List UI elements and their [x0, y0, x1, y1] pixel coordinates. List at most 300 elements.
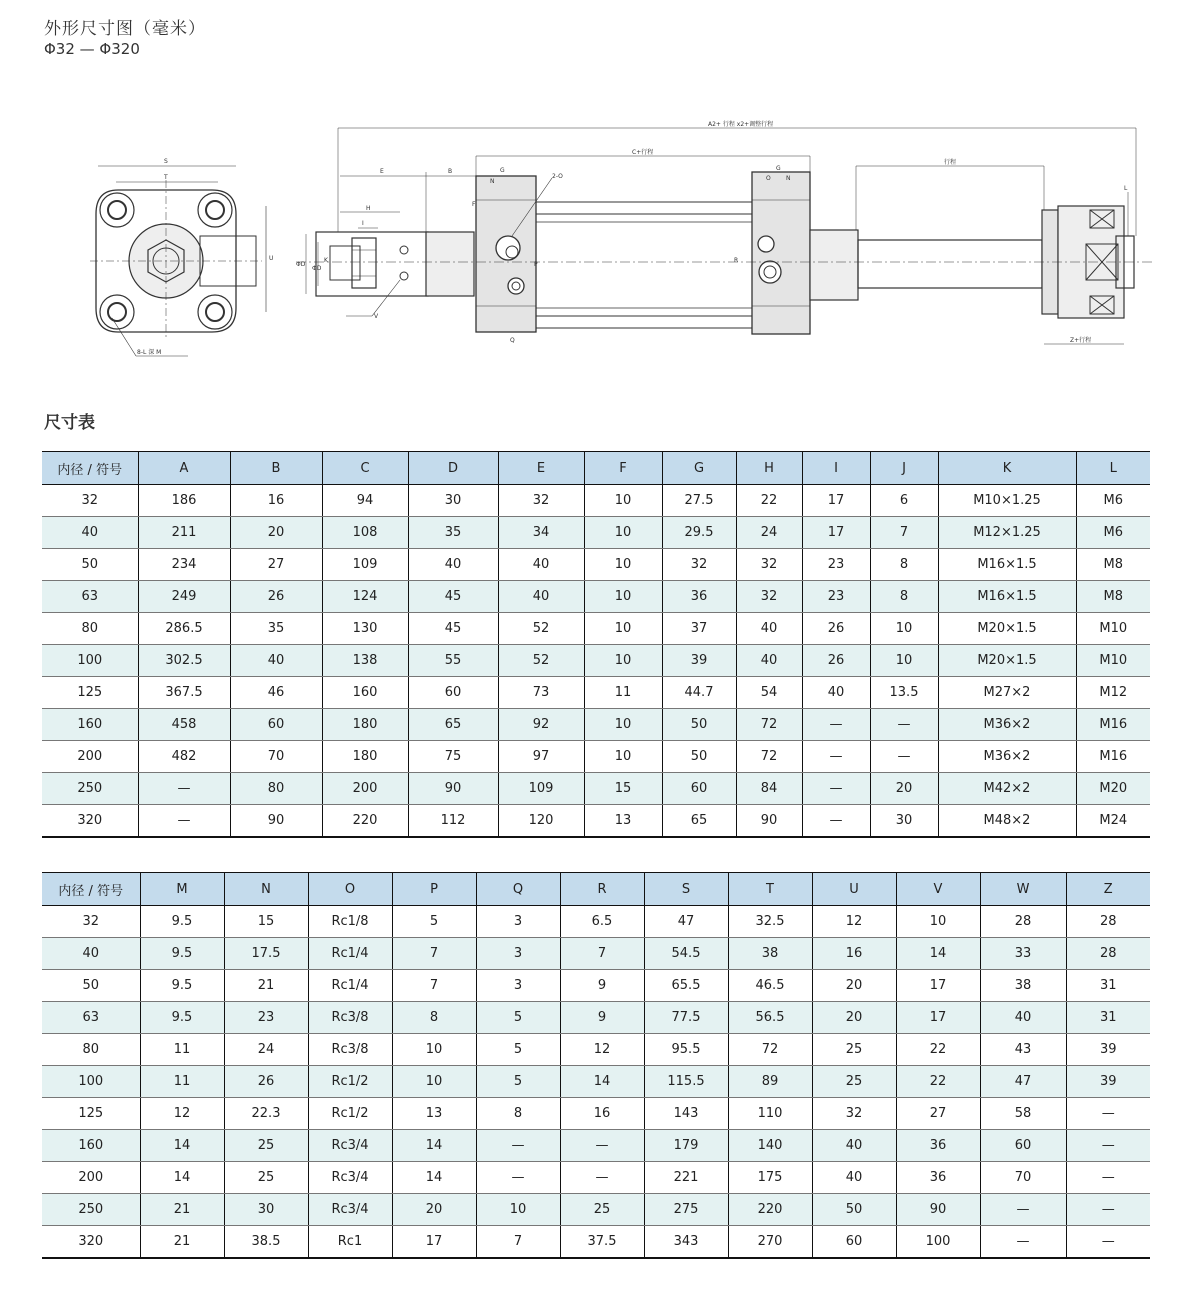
dim-label-h: H — [366, 205, 371, 212]
table-cell: 17 — [896, 970, 980, 1002]
table-cell: Rc3/8 — [308, 1034, 392, 1066]
table-cell: 32 — [736, 549, 802, 581]
table-row — [42, 613, 1150, 645]
table-cell: 10 — [584, 709, 662, 741]
column-header: R — [560, 873, 644, 906]
dim-label-p: P — [534, 261, 538, 268]
table-cell: 40 — [498, 549, 584, 581]
column-header: G — [662, 452, 736, 485]
table-cell: 10 — [392, 1066, 476, 1098]
table-cell: 8 — [476, 1098, 560, 1130]
dim-label-s: S — [164, 158, 168, 165]
table-cell: 6 — [870, 485, 938, 517]
table-cell: 27.5 — [662, 485, 736, 517]
table-cell: 15 — [584, 773, 662, 805]
table-cell: 73 — [498, 677, 584, 709]
table-cell: 5 — [392, 906, 476, 938]
table-cell: 186 — [138, 485, 230, 517]
table-row — [42, 970, 1150, 1002]
table-cell: 12 — [812, 906, 896, 938]
table-cell: 65.5 — [644, 970, 728, 1002]
table-cell: — — [1066, 1194, 1150, 1226]
column-header: L — [1076, 452, 1150, 485]
column-header: H — [736, 452, 802, 485]
table-cell: 8 — [870, 581, 938, 613]
dim-label-k: K — [324, 257, 328, 264]
table-row — [42, 1002, 1150, 1034]
table-cell: 20 — [870, 773, 938, 805]
table-cell: 37.5 — [560, 1226, 644, 1259]
table-cell: 70 — [980, 1162, 1066, 1194]
table-cell: 16 — [230, 485, 322, 517]
table-cell: 34 — [498, 517, 584, 549]
table-cell: 17 — [802, 517, 870, 549]
table-cell: M27×2 — [938, 677, 1076, 709]
table-cell: 124 — [322, 581, 408, 613]
table-cell: M10 — [1076, 645, 1150, 677]
dim-label-d1: ΦD — [296, 261, 306, 268]
dim-label-b: B — [448, 168, 453, 175]
table-cell: M36×2 — [938, 709, 1076, 741]
table-cell: 130 — [322, 613, 408, 645]
table-cell: — — [1066, 1098, 1150, 1130]
bore-cell: 32 — [42, 485, 138, 517]
table-cell: 47 — [980, 1066, 1066, 1098]
table-cell: 58 — [980, 1098, 1066, 1130]
table-cell: 343 — [644, 1226, 728, 1259]
table-cell: 100 — [896, 1226, 980, 1259]
table-cell: 32 — [662, 549, 736, 581]
dim-label-f: F — [472, 201, 476, 208]
table-cell: 54.5 — [644, 938, 728, 970]
table-cell: 31 — [1066, 970, 1150, 1002]
dim-label-u: U — [269, 255, 274, 262]
table-cell: 302.5 — [138, 645, 230, 677]
table-row — [42, 549, 1150, 581]
table-row — [42, 1226, 1150, 1259]
table-cell: 26 — [802, 613, 870, 645]
bore-cell: 125 — [42, 677, 138, 709]
table-cell: 458 — [138, 709, 230, 741]
table-row — [42, 1066, 1150, 1098]
table-cell: 10 — [584, 485, 662, 517]
bore-cell: 40 — [42, 517, 138, 549]
table-cell: 50 — [662, 709, 736, 741]
table-cell: 44.7 — [662, 677, 736, 709]
table-cell: 9 — [560, 970, 644, 1002]
table-header-row — [42, 452, 1150, 485]
dim-label-t: T — [164, 174, 168, 181]
table-row — [42, 517, 1150, 549]
table-cell: Rc1/2 — [308, 1098, 392, 1130]
bore-cell: 40 — [42, 938, 140, 970]
table-cell: 10 — [584, 517, 662, 549]
table-cell: 200 — [322, 773, 408, 805]
table-cell: 7 — [476, 1226, 560, 1259]
table-cell: 110 — [728, 1098, 812, 1130]
bore-cell: 50 — [42, 549, 138, 581]
table-cell: Rc1/4 — [308, 938, 392, 970]
table-row — [42, 1098, 1150, 1130]
table-cell: 28 — [980, 906, 1066, 938]
table-cell: 80 — [230, 773, 322, 805]
table-cell: 17 — [802, 485, 870, 517]
table-cell: 11 — [584, 677, 662, 709]
table-cell: 20 — [812, 970, 896, 1002]
dim-label-g-rear: G — [776, 165, 781, 172]
table-cell: 10 — [870, 613, 938, 645]
table-cell: 70 — [230, 741, 322, 773]
table-cell: 180 — [322, 709, 408, 741]
table-cell: 22 — [736, 485, 802, 517]
table-cell: 43 — [980, 1034, 1066, 1066]
table-cell: 14 — [140, 1162, 224, 1194]
table-cell: 38 — [980, 970, 1066, 1002]
table-cell: — — [980, 1226, 1066, 1259]
column-header: Z — [1066, 873, 1150, 906]
table-row — [42, 709, 1150, 741]
table-cell: 220 — [728, 1194, 812, 1226]
column-header: D — [408, 452, 498, 485]
table-cell: 26 — [802, 645, 870, 677]
table-cell: 40 — [408, 549, 498, 581]
bore-cell: 80 — [42, 1034, 140, 1066]
table-row — [42, 1162, 1150, 1194]
column-header: P — [392, 873, 476, 906]
table-cell: 9 — [560, 1002, 644, 1034]
table-cell: 23 — [224, 1002, 308, 1034]
table-cell: Rc3/4 — [308, 1194, 392, 1226]
table-cell: 45 — [408, 581, 498, 613]
bore-cell: 160 — [42, 1130, 140, 1162]
column-header: A — [138, 452, 230, 485]
table-row — [42, 1130, 1150, 1162]
table-cell: 108 — [322, 517, 408, 549]
table-cell: — — [980, 1194, 1066, 1226]
column-header: K — [938, 452, 1076, 485]
table-cell: — — [870, 741, 938, 773]
table-cell: 143 — [644, 1098, 728, 1130]
table-cell: 40 — [802, 677, 870, 709]
table-cell: M20×1.5 — [938, 613, 1076, 645]
table-cell: 9.5 — [140, 1002, 224, 1034]
dimension-table-title: 尺寸表 — [44, 413, 95, 433]
dim-label-stroke: 行程 — [944, 159, 957, 166]
table-cell: 25 — [224, 1130, 308, 1162]
dim-label-g-front: G — [500, 167, 505, 174]
table-row — [42, 485, 1150, 517]
table-cell: 50 — [812, 1194, 896, 1226]
table-cell: 3 — [476, 970, 560, 1002]
table-row — [42, 906, 1150, 938]
table-cell: 17.5 — [224, 938, 308, 970]
table-cell: 112 — [408, 805, 498, 838]
table-cell: — — [802, 709, 870, 741]
table-cell: 10 — [392, 1034, 476, 1066]
table-cell: 10 — [870, 645, 938, 677]
table-cell: 35 — [230, 613, 322, 645]
dim-label-total: A2+ 行程 x2+调整行程 — [708, 121, 774, 128]
column-header: B — [230, 452, 322, 485]
dim-label-l: L — [1124, 185, 1128, 192]
table-cell: 115.5 — [644, 1066, 728, 1098]
table-cell: 40 — [230, 645, 322, 677]
table-row — [42, 773, 1150, 805]
table-cell: 36 — [662, 581, 736, 613]
column-header: Q — [476, 873, 560, 906]
dim-label-n-rear: N — [786, 175, 791, 182]
bore-cell: 100 — [42, 645, 138, 677]
table-cell: M24 — [1076, 805, 1150, 838]
table-cell: 89 — [728, 1066, 812, 1098]
column-header: V — [896, 873, 980, 906]
column-header: J — [870, 452, 938, 485]
table-cell: — — [476, 1162, 560, 1194]
table-cell: M16 — [1076, 709, 1150, 741]
table-row — [42, 1194, 1150, 1226]
table-cell: 32.5 — [728, 906, 812, 938]
table-cell: 14 — [392, 1130, 476, 1162]
table-cell: 30 — [870, 805, 938, 838]
table-cell: 286.5 — [138, 613, 230, 645]
table-cell: 33 — [980, 938, 1066, 970]
table-cell: 31 — [1066, 1002, 1150, 1034]
table-cell: 55 — [408, 645, 498, 677]
table-cell: 8 — [392, 1002, 476, 1034]
table-cell: 60 — [980, 1130, 1066, 1162]
table-cell: 14 — [560, 1066, 644, 1098]
column-header: N — [224, 873, 308, 906]
dim-label-e: E — [380, 168, 384, 175]
table-cell: 26 — [230, 581, 322, 613]
column-header-bore: 内径 / 符号 — [42, 452, 138, 485]
table-cell: 22 — [896, 1034, 980, 1066]
bore-cell: 320 — [42, 1226, 140, 1259]
table-cell: 72 — [736, 709, 802, 741]
table-cell: 220 — [322, 805, 408, 838]
table-cell: — — [138, 805, 230, 838]
table-cell: 20 — [392, 1194, 476, 1226]
table-cell: Rc3/4 — [308, 1162, 392, 1194]
dim-label-o: O — [766, 175, 771, 182]
table-cell: 175 — [728, 1162, 812, 1194]
dimension-table-2 — [42, 872, 1150, 1259]
table-cell: 10 — [584, 645, 662, 677]
table-cell: 22 — [896, 1066, 980, 1098]
dim-label-n-front: N — [490, 178, 495, 185]
table-cell: — — [802, 741, 870, 773]
table-cell: 29.5 — [662, 517, 736, 549]
bore-cell: 320 — [42, 805, 138, 838]
column-header: U — [812, 873, 896, 906]
table-cell: 211 — [138, 517, 230, 549]
table-cell: 25 — [560, 1194, 644, 1226]
table-cell: 52 — [498, 645, 584, 677]
bore-cell: 160 — [42, 709, 138, 741]
table-cell: 160 — [322, 677, 408, 709]
table-cell: M10 — [1076, 613, 1150, 645]
table-cell: 52 — [498, 613, 584, 645]
table-cell: 10 — [584, 613, 662, 645]
table-cell: Rc1/4 — [308, 970, 392, 1002]
table-cell: 90 — [230, 805, 322, 838]
table-cell: 60 — [662, 773, 736, 805]
table-cell: 39 — [662, 645, 736, 677]
table-cell: 16 — [560, 1098, 644, 1130]
table-cell: 72 — [728, 1034, 812, 1066]
table-row — [42, 645, 1150, 677]
table-cell: 10 — [896, 906, 980, 938]
bore-cell: 80 — [42, 613, 138, 645]
table-cell: 32 — [736, 581, 802, 613]
table-cell: 8 — [870, 549, 938, 581]
table-cell: 46 — [230, 677, 322, 709]
table-cell: 21 — [140, 1226, 224, 1259]
table-cell: — — [138, 773, 230, 805]
bore-cell: 63 — [42, 1002, 140, 1034]
dim-label-r: R — [734, 257, 739, 264]
table-cell: 6.5 — [560, 906, 644, 938]
table-cell: 30 — [408, 485, 498, 517]
table-cell: 92 — [498, 709, 584, 741]
dim-label-d2: ΦD — [312, 265, 322, 272]
table-cell: 7 — [870, 517, 938, 549]
table-cell: Rc3/4 — [308, 1130, 392, 1162]
bore-cell: 250 — [42, 773, 138, 805]
table-cell: 97 — [498, 741, 584, 773]
table-cell: 7 — [392, 970, 476, 1002]
bore-cell: 125 — [42, 1098, 140, 1130]
table-cell: 14 — [140, 1130, 224, 1162]
bore-cell: 50 — [42, 970, 140, 1002]
table-cell: 65 — [408, 709, 498, 741]
bore-cell: 32 — [42, 906, 140, 938]
table-cell: 9.5 — [140, 970, 224, 1002]
table-cell: M16×1.5 — [938, 581, 1076, 613]
table-cell: 25 — [812, 1066, 896, 1098]
dimension-table-1 — [42, 451, 1150, 838]
table-cell: 275 — [644, 1194, 728, 1226]
table-row — [42, 805, 1150, 838]
table-cell: M6 — [1076, 517, 1150, 549]
table-cell: 39 — [1066, 1066, 1150, 1098]
table-cell: 5 — [476, 1034, 560, 1066]
table-cell: 72 — [736, 741, 802, 773]
port-label: 2-O — [552, 173, 563, 180]
column-header: I — [802, 452, 870, 485]
table-cell: M8 — [1076, 581, 1150, 613]
table-cell: 7 — [392, 938, 476, 970]
table-cell: 24 — [224, 1034, 308, 1066]
table-cell: 13 — [584, 805, 662, 838]
bore-range: Φ32 — Φ320 — [44, 40, 140, 58]
table-cell: Rc1/8 — [308, 906, 392, 938]
dim-label-c-stroke: C+行程 — [632, 149, 654, 156]
bore-cell: 250 — [42, 1194, 140, 1226]
table-cell: — — [1066, 1226, 1150, 1259]
table-cell: 3 — [476, 906, 560, 938]
table-cell: 249 — [138, 581, 230, 613]
table-cell: 54 — [736, 677, 802, 709]
table-cell: 140 — [728, 1130, 812, 1162]
table-cell: 9.5 — [140, 906, 224, 938]
table-cell: 77.5 — [644, 1002, 728, 1034]
table-cell: 120 — [498, 805, 584, 838]
table-cell: 27 — [896, 1098, 980, 1130]
table-cell: — — [560, 1162, 644, 1194]
page-title: 外形尺寸图（毫米） — [44, 19, 206, 39]
table-cell: 94 — [322, 485, 408, 517]
table-cell: 36 — [896, 1130, 980, 1162]
table-cell: M8 — [1076, 549, 1150, 581]
table-cell: 13 — [392, 1098, 476, 1130]
table-cell: 40 — [980, 1002, 1066, 1034]
table-cell: 234 — [138, 549, 230, 581]
table-cell: 75 — [408, 741, 498, 773]
table-row — [42, 1034, 1150, 1066]
mount-hole-label: 8-L 深 M — [137, 349, 162, 356]
table-cell: M6 — [1076, 485, 1150, 517]
table-cell: 109 — [322, 549, 408, 581]
table-cell: M16 — [1076, 741, 1150, 773]
table-cell: M48×2 — [938, 805, 1076, 838]
table-cell: 25 — [224, 1162, 308, 1194]
bore-cell: 63 — [42, 581, 138, 613]
dim-label-i: I — [362, 220, 364, 227]
table-cell: 109 — [498, 773, 584, 805]
table-cell: 12 — [560, 1034, 644, 1066]
table-cell: 38.5 — [224, 1226, 308, 1259]
column-header: C — [322, 452, 408, 485]
column-header: O — [308, 873, 392, 906]
table-cell: 20 — [812, 1002, 896, 1034]
table-cell: 5 — [476, 1002, 560, 1034]
table-cell: 17 — [896, 1002, 980, 1034]
table-cell: Rc1 — [308, 1226, 392, 1259]
table-cell: 3 — [476, 938, 560, 970]
table-cell: Rc1/2 — [308, 1066, 392, 1098]
table-cell: — — [802, 773, 870, 805]
table-row — [42, 741, 1150, 773]
table-cell: 11 — [140, 1034, 224, 1066]
table-cell: 12 — [140, 1098, 224, 1130]
table-cell: 10 — [476, 1194, 560, 1226]
table-cell: 367.5 — [138, 677, 230, 709]
table-cell: — — [1066, 1130, 1150, 1162]
table-cell: 180 — [322, 741, 408, 773]
bore-cell: 200 — [42, 741, 138, 773]
table-cell: 60 — [408, 677, 498, 709]
table-row — [42, 938, 1150, 970]
table-cell: 40 — [736, 613, 802, 645]
table-cell: — — [560, 1130, 644, 1162]
table-cell: M42×2 — [938, 773, 1076, 805]
table-row — [42, 581, 1150, 613]
table-cell: 13.5 — [870, 677, 938, 709]
table-cell: 17 — [392, 1226, 476, 1259]
table-cell: 23 — [802, 581, 870, 613]
table-cell: 37 — [662, 613, 736, 645]
table-cell: 38 — [728, 938, 812, 970]
table-cell: 40 — [498, 581, 584, 613]
table-cell: 15 — [224, 906, 308, 938]
table-cell: 14 — [896, 938, 980, 970]
table-header-row — [42, 873, 1150, 906]
dim-label-v: V — [374, 313, 379, 320]
table-cell: 482 — [138, 741, 230, 773]
table-cell: 40 — [812, 1130, 896, 1162]
side-view — [296, 120, 1154, 344]
